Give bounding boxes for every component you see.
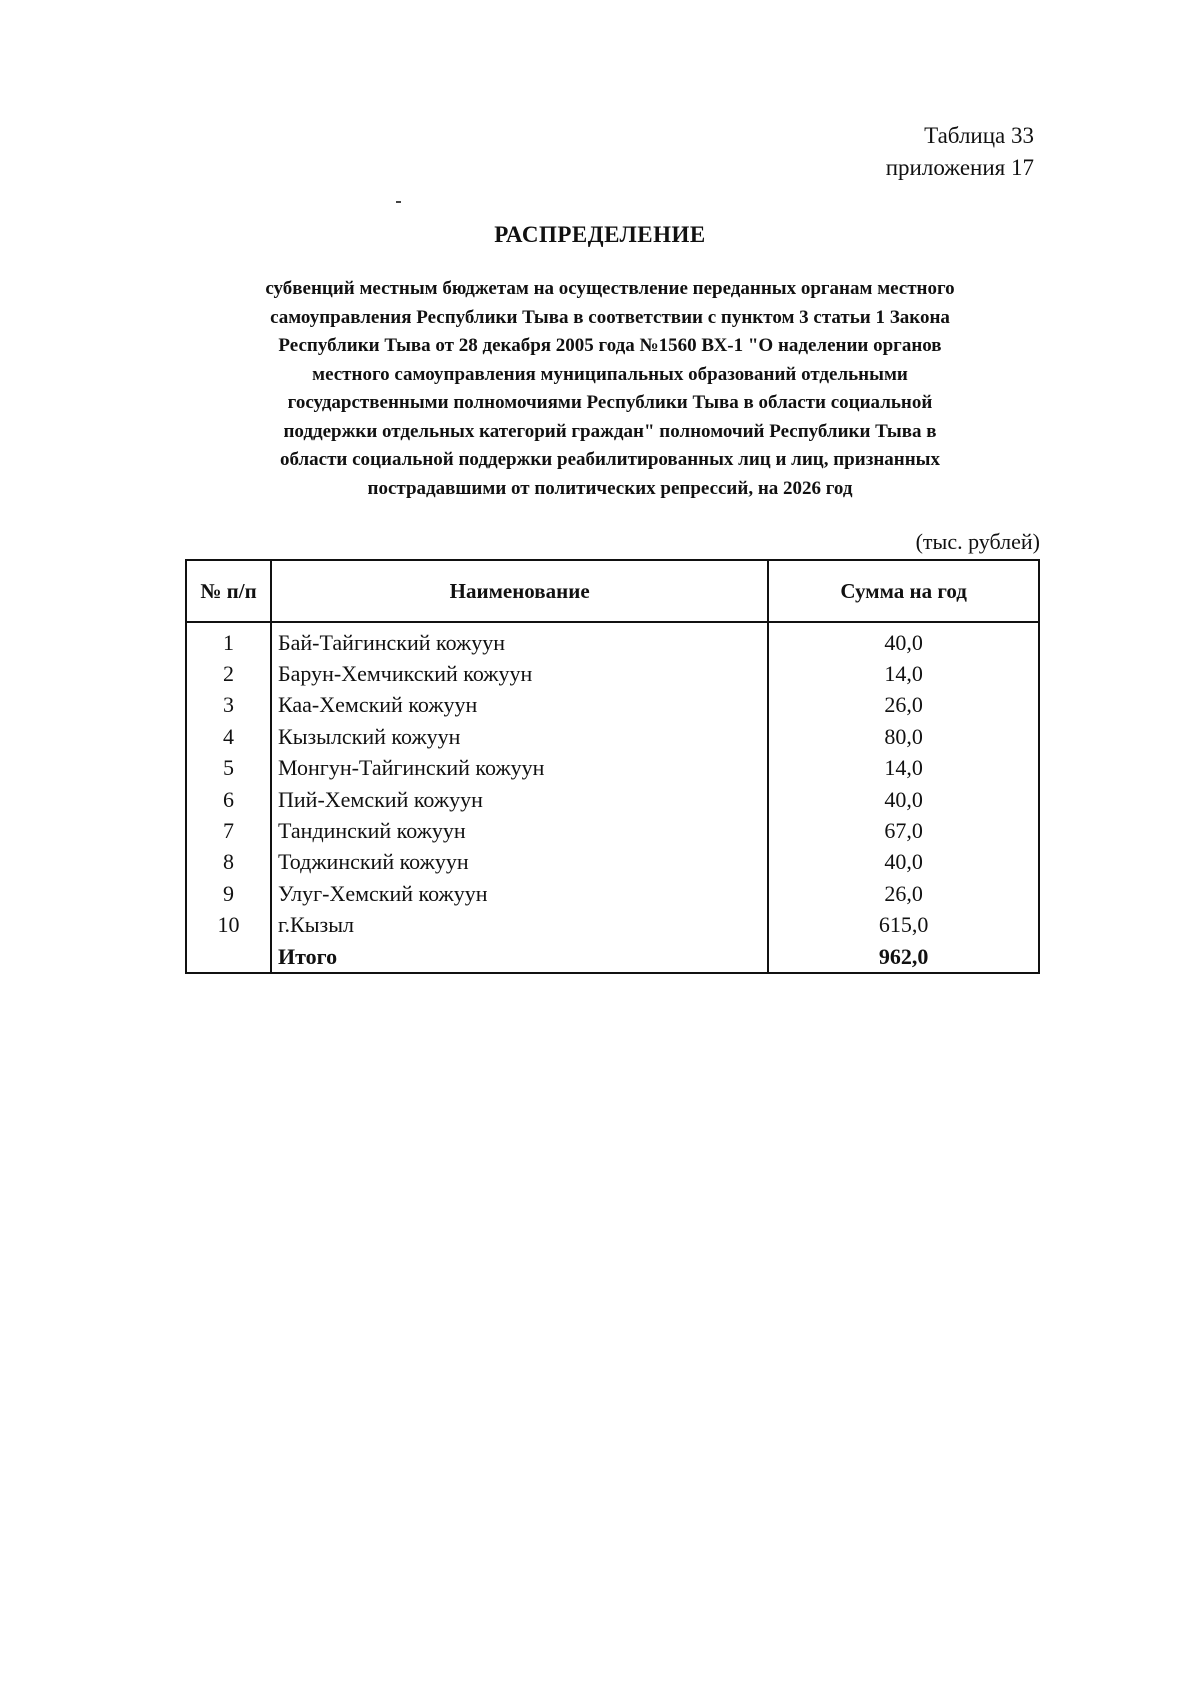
table-row	[186, 622, 1039, 658]
table-row	[186, 753, 1039, 784]
subtitle-line: местного самоуправления муниципальных образований отдельными	[312, 363, 908, 385]
row-sum: 40,0	[768, 622, 1039, 658]
subtitle-line: пострадавшими от политических репрессий, на 2026 год	[367, 477, 853, 499]
row-name: Каа-Хемский кожуун	[271, 690, 768, 721]
table-row	[186, 784, 1039, 815]
row-sum: 26,0	[768, 878, 1039, 909]
row-sum: 40,0	[768, 847, 1039, 878]
row-number: 8	[186, 847, 271, 878]
row-name: Бай-Тайгинский кожуун	[271, 622, 768, 658]
row-sum: 615,0	[768, 910, 1039, 941]
table-row	[186, 847, 1039, 878]
row-number: 9	[186, 878, 271, 909]
row-number: 7	[186, 815, 271, 846]
table-row	[186, 658, 1039, 689]
row-sum: 26,0	[768, 690, 1039, 721]
table-total-row	[186, 941, 1039, 973]
row-number: 10	[186, 910, 271, 941]
row-number: 6	[186, 784, 271, 815]
row-name: г.Кызыл	[271, 910, 768, 941]
row-number: 1	[186, 622, 271, 658]
subtitle-line: Республики Тыва от 28 декабря 2005 года №1560 ВХ-1 "О наделении органов	[278, 335, 942, 356]
header-number: № п/п	[186, 560, 271, 622]
subtitle-line: самоуправления Республики Тыва в соответствии с пунктом 3 статьи 1 Закона	[270, 306, 950, 328]
document-title: РАСПРЕДЕЛЕНИЕ	[494, 222, 706, 247]
row-sum: 67,0	[768, 815, 1039, 846]
scan-speck	[396, 201, 401, 203]
appendix-number: приложения 17	[885, 155, 1034, 180]
table-reference	[886, 120, 1034, 184]
document-subtitle	[205, 275, 1015, 503]
table-number: Таблица 33	[924, 123, 1034, 148]
subtitle-line: государственными полномочиями Республики Тыва в области социальной	[287, 392, 933, 413]
subtitle-line: области социальной поддержки реабилитированных лиц и лиц, признанных	[279, 449, 941, 470]
distribution-table	[185, 559, 1040, 974]
row-name: Тоджинский кожуун	[271, 847, 768, 878]
subtitle-line: поддержки отдельных категорий граждан" полномочий Республики Тыва в	[283, 420, 937, 442]
row-number: 2	[186, 658, 271, 689]
row-number: 5	[186, 753, 271, 784]
row-name: Пий-Хемский кожуун	[271, 784, 768, 815]
row-name: Барун-Хемчикский кожуун	[271, 658, 768, 689]
row-number: 3	[186, 690, 271, 721]
units-label: (тыс. рублей)	[915, 529, 1040, 554]
table-row	[186, 721, 1039, 752]
row-name: Монгун-Тайгинский кожуун	[271, 753, 768, 784]
row-sum: 40,0	[768, 784, 1039, 815]
header-sum: Сумма на год	[768, 560, 1039, 622]
row-name: Кызылский кожуун	[271, 721, 768, 752]
total-number-cell	[186, 941, 271, 973]
table-header-row	[186, 560, 1039, 622]
total-label: Итого	[271, 941, 768, 973]
table-row	[186, 815, 1039, 846]
total-sum: 962,0	[768, 941, 1039, 973]
row-sum: 80,0	[768, 721, 1039, 752]
row-number: 4	[186, 721, 271, 752]
header-name: Наименование	[271, 560, 768, 622]
table-row	[186, 878, 1039, 909]
table-row	[186, 690, 1039, 721]
row-name: Улуг-Хемский кожуун	[271, 878, 768, 909]
row-sum: 14,0	[768, 658, 1039, 689]
table-row	[186, 910, 1039, 941]
row-sum: 14,0	[768, 753, 1039, 784]
subtitle-line: субвенций местным бюджетам на осуществление переданных органам местного	[265, 278, 955, 299]
row-name: Тандинский кожуун	[271, 815, 768, 846]
